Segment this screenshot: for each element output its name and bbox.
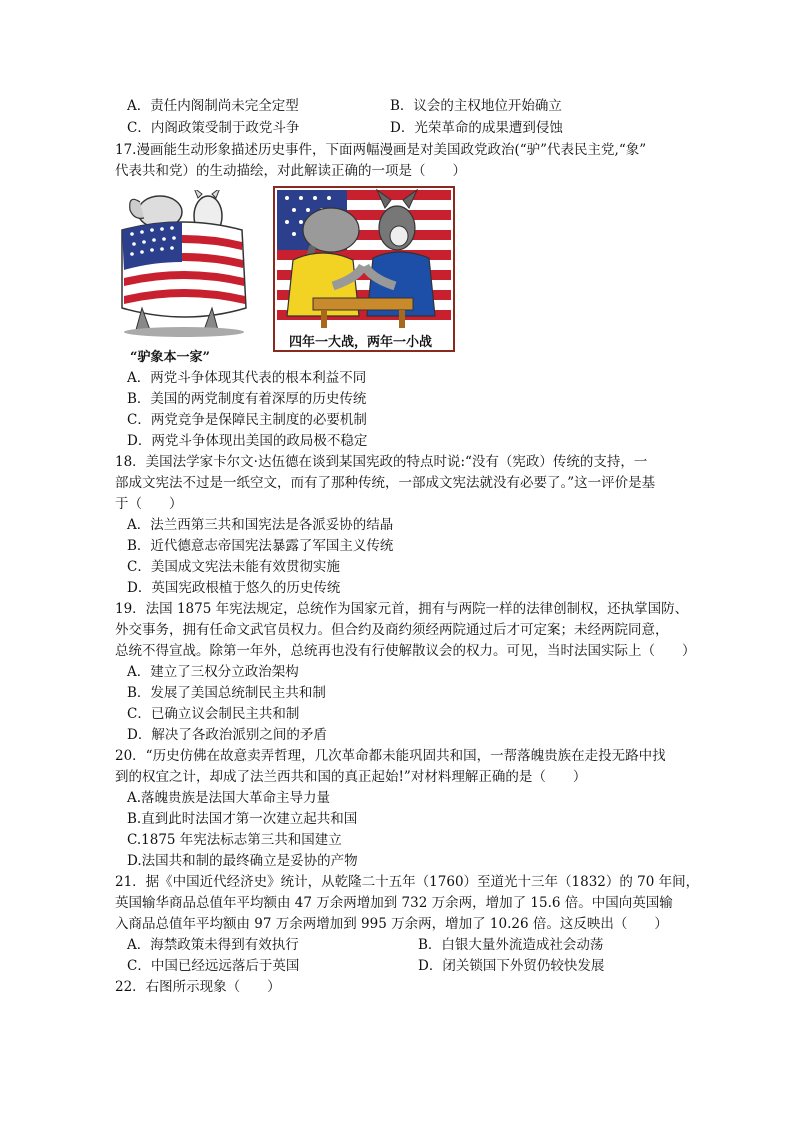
q21-stem-line-1: 21．据《中国近代经济史》统计，从乾隆二十五年（1760）至道光十三年（1832）的 70 年间， (115, 874, 700, 890)
q18-stem-line-3: 于（ ） (115, 496, 183, 512)
q17-option-a[interactable]: A．两党斗争体现其代表的根本利益不同 (127, 370, 367, 386)
q20-stem-line-1: 20．“历史仿佛在故意卖弄哲理，几次革命都未能巩固共和国，一帮落魄贵族在走投无路中找 (115, 748, 666, 764)
q16-option-d[interactable]: D．光荣革命的成果遭到侵蚀 (390, 120, 563, 136)
q21-option-c[interactable]: C．中国已经远远落后于英国 (127, 958, 300, 974)
q18-option-a[interactable]: A．法兰西第三共和国宪法是各派妥协的结晶 (127, 517, 394, 533)
q19-option-d[interactable]: D．解决了各政治派别之间的矛盾 (127, 727, 327, 743)
q20-option-a[interactable]: A.落魄贵族是法国大革命主导力量 (127, 790, 331, 806)
q18-stem-line-2: 部成文宪法不过是一纸空文，而有了那种传统，一部成文宪法就没有必要了。”这一评价是基 (115, 475, 656, 491)
q18-option-c[interactable]: C．美国成文宪法未能有效贯彻实施 (127, 559, 340, 575)
q18-stem-line-1: 18．美国法学家卡尔文·达伍德在谈到某国宪政的特点时说:“没有（宪政）传统的支持，一 (115, 454, 648, 470)
q17-stem-line-2: 代表共和党）的生动描绘，对此解读正确的一项是（ ） (115, 163, 466, 179)
q21-stem-line-2: 英国输华商品总值年平均额由 47 万余两增加到 732 万余两，增加了 15.6 倍。中国向英国输 (115, 895, 673, 911)
q18-option-b[interactable]: B．近代德意志帝国宪法暴露了军国主义传统 (127, 538, 394, 554)
q21-option-d[interactable]: D．闭关锁国下外贸仍较快发展 (418, 958, 605, 974)
cartoon2-caption: 四年一大战，两年一小战 (289, 335, 433, 350)
q17-option-b[interactable]: B．美国的两党制度有着深厚的历史传统 (127, 391, 367, 407)
q17-option-d[interactable]: D．两党斗争体现出美国的政局极不稳定 (127, 433, 368, 449)
q19-option-a[interactable]: A．建立了三权分立政治架构 (127, 664, 299, 680)
q19-option-c[interactable]: C．已确立议会制民主共和制 (127, 706, 300, 722)
q17-option-c[interactable]: C．两党竞争是保障民主制度的必要机制 (127, 412, 367, 428)
q16-option-b[interactable]: B．议会的主权地位开始确立 (390, 98, 562, 114)
cartoon-arm-wrestling (273, 186, 455, 352)
q18-option-d[interactable]: D．英国宪政根植于悠久的历史传统 (127, 580, 341, 596)
q20-option-b[interactable]: B.直到此时法国才第一次建立起共和国 (127, 811, 358, 827)
q20-stem-line-2: 到的权宜之计，却成了法兰西共和国的真正起始!”对材料理解正确的是（ ） (115, 769, 587, 785)
cartoon1-caption: “驴象本一家” (130, 350, 210, 365)
q19-option-b[interactable]: B．发展了美国总统制民主共和制 (127, 685, 326, 701)
cartoon-donkey-elephant-family (112, 190, 258, 340)
q19-stem-line-2: 外交事务，拥有任命文武官员权力。但合约及商约须经两院通过后才可定案；未经两院同意， (115, 622, 669, 638)
q20-option-c[interactable]: C.1875 年宪法标志第三共和国建立 (127, 832, 342, 848)
q22-stem-line-1: 22．右图所示现象（ ） (115, 979, 281, 995)
q19-stem-line-3: 总统不得宣战。除第一年外，总统再也没有行使解散议会的权力。可见，当时法国实际上（ ） (115, 643, 696, 659)
q21-option-a[interactable]: A．海禁政策未得到有效执行 (127, 937, 299, 953)
q20-option-d[interactable]: D.法国共和制的最终确立是妥协的产物 (127, 853, 358, 869)
q21-stem-line-3: 入商品总值年平均额由 97 万余两增加到 995 万余两，增加了 10.26 倍。这反映出（ ） (115, 916, 668, 932)
q21-option-b[interactable]: B．白银大量外流造成社会动荡 (418, 937, 604, 953)
q16-option-a[interactable]: A．责任内阁制尚未完全定型 (127, 98, 299, 114)
q16-option-c[interactable]: C．内阁政策受制于政党斗争 (127, 120, 300, 136)
q19-stem-line-1: 19．法国 1875 年宪法规定，总统作为国家元首，拥有与两院一样的法律创制权，还执掌国防、 (115, 601, 689, 617)
q17-stem-line-1: 17.漫画能生动形象描述历史事件，下面两幅漫画是对美国政党政治(“驴”代表民主党,“象” (115, 142, 647, 158)
